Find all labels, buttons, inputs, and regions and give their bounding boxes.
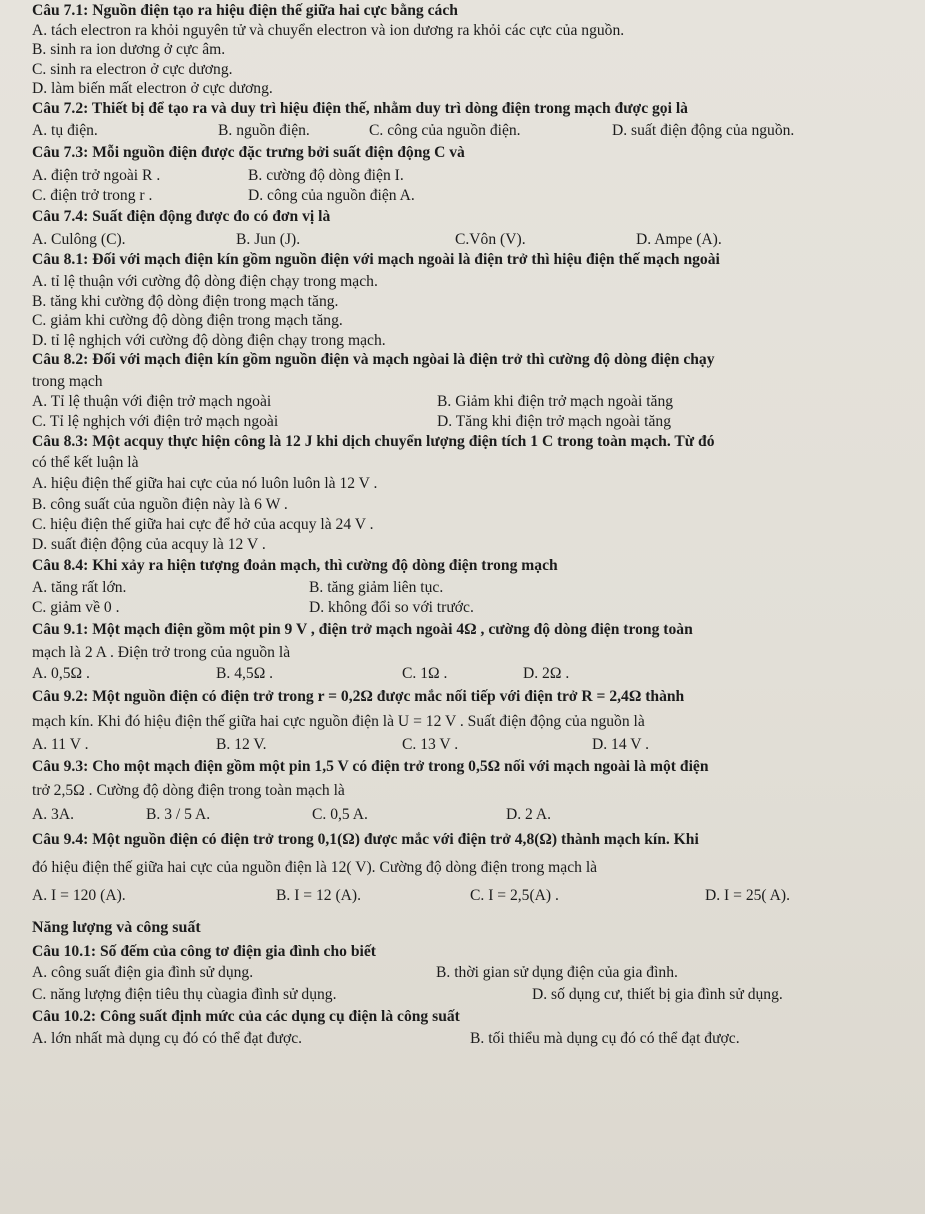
line-q8-1-a: A. tỉ lệ thuận với cường độ dòng điện chạy trong mạch. <box>32 273 378 290</box>
line-q8-4-d: D. không đổi so với trước. <box>309 599 474 616</box>
line-q10-2-b: B. tối thiểu mà dụng cụ đó có thể đạt được. <box>470 1030 740 1047</box>
line-q9-3-cont: trở 2,5Ω . Cường độ dòng điện trong toàn mạch là <box>32 782 345 799</box>
line-q10-1: Câu 10.1: Số đếm của công tơ điện gia đình cho biết <box>32 943 376 960</box>
line-q8-4: Câu 8.4: Khi xảy ra hiện tượng đoản mạch, thì cường độ dòng điện trong mạch <box>32 557 558 574</box>
line-q7-3-a: A. điện trở ngoài R . <box>32 167 161 184</box>
line-q7-4-b: B. Jun (J). <box>236 231 301 248</box>
line-q8-4-a: A. tăng rất lớn. <box>32 579 127 596</box>
line-q7-1: Câu 7.1: Nguồn điện tạo ra hiệu điện thế giữa hai cực bằng cách <box>32 2 458 19</box>
line-q8-2-d: D. Tăng khi điện trở mạch ngoài tăng <box>437 413 672 430</box>
line-q8-3-d: D. suất điện động của acquy là 12 V . <box>32 536 266 553</box>
line-q9-1: Câu 9.1: Một mạch điện gồm một pin 9 V , điện trở mạch ngoài 4Ω , cường độ dòng điện trong toàn <box>32 621 693 638</box>
line-q7-4-d: D. Ampe (A). <box>636 231 722 248</box>
line-q7-2-d: D. suất điện động của nguồn. <box>612 122 795 139</box>
line-q7-1-c: C. sinh ra electron ở cực dương. <box>32 61 233 78</box>
line-q9-2-d: D. 14 V . <box>592 736 650 753</box>
line-q9-3-a: A. 3A. <box>32 806 75 823</box>
line-q9-4-c: C. I = 2,5(A) . <box>470 887 559 904</box>
line-q9-4-cont: đó hiệu điện thế giữa hai cực của nguồn điện là 12( V). Cường độ dòng điện trong mạch là <box>32 859 598 876</box>
line-q9-1-cont: mạch là 2 A . Điện trở trong của nguồn là <box>32 644 291 661</box>
line-q8-3-a: A. hiệu điện thế giữa hai cực của nó luôn luôn là 12 V . <box>32 475 378 492</box>
line-q9-3: Câu 9.3: Cho một mạch điện gồm một pin 1,5 V có điện trở trong 0,5Ω nối với mạch ngoài là một điện <box>32 758 709 775</box>
line-q7-2-a: A. tụ điện. <box>32 122 98 139</box>
line-q8-1-c: C. giảm khi cường độ dòng điện trong mạch tăng. <box>32 312 343 329</box>
line-q10-2-a: A. lớn nhất mà dụng cụ đó có thể đạt được. <box>32 1030 303 1047</box>
line-q8-2-c: C. Tỉ lệ nghịch với điện trở mạch ngoài <box>32 413 279 430</box>
line-q7-2: Câu 7.2: Thiết bị để tạo ra và duy trì hiệu điện thế, nhằm duy trì dòng điện trong mạch được gọi là <box>32 100 688 117</box>
line-q9-2-cont: mạch kín. Khi đó hiệu điện thế giữa hai cực nguồn điện là U = 12 V . Suất điện động của nguồn là <box>32 713 645 730</box>
line-q8-3-cont: có thể kết luận là <box>32 454 139 471</box>
line-q8-2-a: A. Tỉ lệ thuận với điện trở mạch ngoài <box>32 393 272 410</box>
line-q7-1-a: A. tách electron ra khỏi nguyên tử và chuyển electron và ion dương ra khỏi các cực của nguồn. <box>32 22 625 39</box>
line-q8-1-d: D. tỉ lệ nghịch với cường độ dòng điện chạy trong mạch. <box>32 332 386 349</box>
line-q7-3-c: C. điện trở trong r . <box>32 187 153 204</box>
line-q7-4-c: C.Vôn (V). <box>455 231 526 248</box>
line-q9-3-c: C. 0,5 A. <box>312 806 368 823</box>
line-q9-3-d: D. 2 A. <box>506 806 552 823</box>
line-q7-2-b: B. nguồn điện. <box>218 122 310 139</box>
line-q9-4: Câu 9.4: Một nguồn điện có điện trở trong 0,1(Ω) được mắc với điện trở 4,8(Ω) thành mạch kín. Khi <box>32 831 699 848</box>
line-q9-1-c: C. 1Ω . <box>402 665 448 682</box>
line-q8-1: Câu 8.1: Đối với mạch điện kín gồm nguồn điện với mạch ngoài là điện trở thì hiệu điện thế mạch ngoài <box>32 251 720 268</box>
line-q9-2-a: A. 11 V . <box>32 736 89 753</box>
line-q9-4-b: B. I = 12 (A). <box>276 887 362 904</box>
line-q8-2: Câu 8.2: Đối với mạch điện kín gồm nguồn điện và mạch ngòai là điện trở thì cường độ dòng điện chạy <box>32 351 715 368</box>
line-q10-1-c: C. năng lượng điện tiêu thụ cùagia đình sử dụng. <box>32 986 337 1003</box>
line-q7-3-b: B. cường độ dòng điện I. <box>248 167 404 184</box>
line-q7-1-d: D. làm biến mất electron ở cực dương. <box>32 80 273 97</box>
line-q8-2-b: B. Giảm khi điện trở mạch ngoài tăng <box>437 393 674 410</box>
line-q8-1-b: B. tăng khi cường độ dòng điện trong mạch tăng. <box>32 293 339 310</box>
line-q8-3-b: B. công suất của nguồn điện này là 6 W . <box>32 496 288 513</box>
line-q10-1-b: B. thời gian sử dụng điện của gia đình. <box>436 964 678 981</box>
line-q7-4: Câu 7.4: Suất điện động được đo có đơn vị là <box>32 208 331 225</box>
line-q9-2: Câu 9.2: Một nguồn điện có điện trở trong r = 0,2Ω được mắc nối tiếp với điện trở R = 2,4Ω thành <box>32 688 685 705</box>
line-q10-1-d: D. số dụng cư, thiết bị gia đình sử dụng. <box>532 986 783 1003</box>
line-q9-2-c: C. 13 V . <box>402 736 459 753</box>
line-q9-2-b: B. 12 V. <box>216 736 267 753</box>
line-q7-4-a: A. Culông (C). <box>32 231 126 248</box>
line-q9-1-a: A. 0,5Ω . <box>32 665 90 682</box>
line-q8-2-cont: trong mạch <box>32 373 103 390</box>
line-q7-1-b: B. sinh ra ion dương ở cực âm. <box>32 41 226 58</box>
line-q10-1-a: A. công suất điện gia đình sử dụng. <box>32 964 254 981</box>
line-q8-4-c: C. giảm về 0 . <box>32 599 120 616</box>
line-q9-4-d: D. I = 25( A). <box>705 887 791 904</box>
line-q10-2: Câu 10.2: Công suất định mức của các dụng cụ điện là công suất <box>32 1008 460 1025</box>
line-q8-3: Câu 8.3: Một acquy thực hiện công là 12 J khi dịch chuyển lượng điện tích 1 C trong toàn mạch. Từ đó <box>32 433 715 450</box>
line-heading: Năng lượng và công suất <box>32 919 201 936</box>
line-q9-1-b: B. 4,5Ω . <box>216 665 274 682</box>
line-q9-3-b: B. 3 / 5 A. <box>146 806 211 823</box>
line-q7-2-c: C. công của nguồn điện. <box>369 122 521 139</box>
line-q8-3-c: C. hiệu điện thế giữa hai cực để hở của acquy là 24 V . <box>32 516 374 533</box>
line-q9-4-a: A. I = 120 (A). <box>32 887 126 904</box>
line-q7-3: Câu 7.3: Mỗi nguồn điện được đặc trưng bởi suất điện động C và <box>32 144 465 161</box>
line-q8-4-b: B. tăng giảm liên tục. <box>309 579 444 596</box>
line-q9-1-d: D. 2Ω . <box>523 665 570 682</box>
line-q7-3-d: D. công của nguồn điện A. <box>248 187 415 204</box>
